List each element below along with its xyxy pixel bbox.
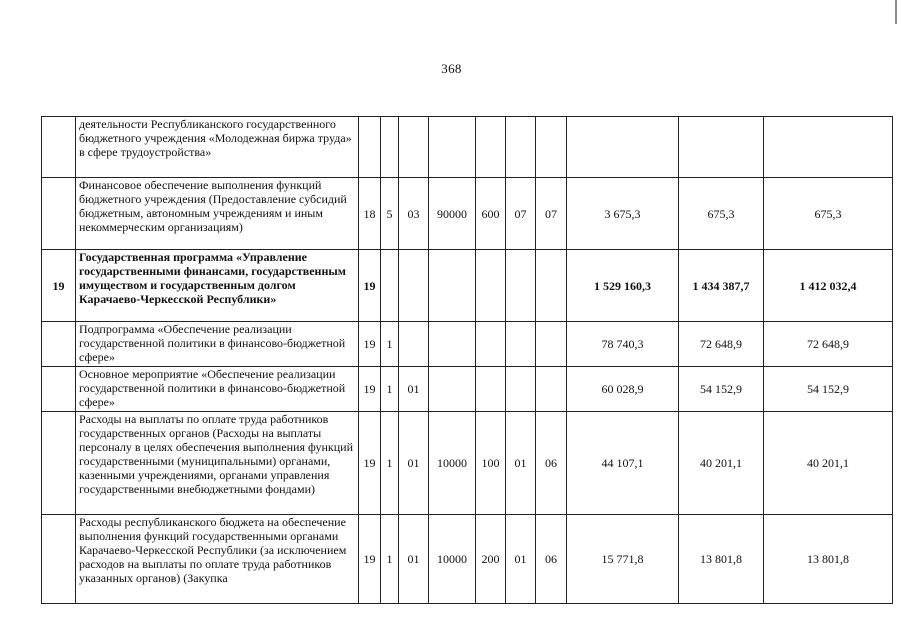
- code-cell: 01: [399, 367, 429, 412]
- code-cell: [536, 117, 567, 178]
- code-cell: [399, 117, 429, 178]
- row-number-cell: [42, 515, 76, 604]
- code-cell: 200: [476, 515, 506, 604]
- scan-edge-mark: [895, 0, 897, 24]
- budget-table: [41, 116, 893, 604]
- code-cell: [506, 367, 536, 412]
- code-cell: [506, 117, 536, 178]
- amount-cell: [764, 117, 893, 178]
- amount-cell: [679, 117, 764, 178]
- code-cell: [476, 322, 506, 367]
- amount-cell: 60 028,9: [567, 367, 679, 412]
- code-cell: [536, 367, 567, 412]
- code-cell: 19: [359, 412, 381, 515]
- row-number-cell: 19: [42, 250, 76, 322]
- amount-cell: 54 152,9: [764, 367, 893, 412]
- table-row: [42, 322, 893, 367]
- row-name-cell: Подпрограмма «Обеспечение реализации государственной политики в финансово-бюджетной сфере»: [76, 322, 359, 367]
- code-cell: 1: [381, 515, 399, 604]
- row-number-cell: [42, 322, 76, 367]
- code-cell: 01: [399, 515, 429, 604]
- table-row: [42, 117, 893, 178]
- code-cell: 90000: [429, 178, 476, 250]
- code-cell: [359, 117, 381, 178]
- row-name-cell: Основное мероприятие «Обеспечение реализации государственной политики в финансово-бюджетной сфере»: [76, 367, 359, 412]
- row-number-cell: [42, 117, 76, 178]
- code-cell: [476, 117, 506, 178]
- code-cell: 600: [476, 178, 506, 250]
- amount-cell: 78 740,3: [567, 322, 679, 367]
- amount-cell: 13 801,8: [679, 515, 764, 604]
- code-cell: 5: [381, 178, 399, 250]
- code-cell: 07: [506, 178, 536, 250]
- table-row: [42, 367, 893, 412]
- amount-cell: 44 107,1: [567, 412, 679, 515]
- code-cell: [399, 250, 429, 322]
- code-cell: 03: [399, 178, 429, 250]
- amount-cell: 1 529 160,3: [567, 250, 679, 322]
- code-cell: [536, 322, 567, 367]
- code-cell: 06: [536, 412, 567, 515]
- row-name-cell: Расходы республиканского бюджета на обеспечение выполнения функций государственными органами Карачаево-Черкесской Республики (за исключением расходов на выплаты по оплате труда работников указанных органов) (Закупка: [76, 515, 359, 604]
- amount-cell: 54 152,9: [679, 367, 764, 412]
- amount-cell: 675,3: [764, 178, 893, 250]
- code-cell: 01: [506, 412, 536, 515]
- code-cell: [381, 117, 399, 178]
- amount-cell: 72 648,9: [764, 322, 893, 367]
- code-cell: 18: [359, 178, 381, 250]
- code-cell: [476, 250, 506, 322]
- table-row: [42, 250, 893, 322]
- code-cell: [536, 250, 567, 322]
- amount-cell: 40 201,1: [764, 412, 893, 515]
- amount-cell: 675,3: [679, 178, 764, 250]
- row-name-cell: Финансовое обеспечение выполнения функций бюджетного учреждения (Предоставление субсидий бюджетным, автономным учреждениям и иным некоммерческим организациям): [76, 178, 359, 250]
- code-cell: 19: [359, 515, 381, 604]
- code-cell: [506, 250, 536, 322]
- code-cell: 10000: [429, 412, 476, 515]
- code-cell: [429, 250, 476, 322]
- code-cell: [429, 322, 476, 367]
- code-cell: 19: [359, 322, 381, 367]
- code-cell: 01: [399, 412, 429, 515]
- row-number-cell: [42, 178, 76, 250]
- row-name-cell: Расходы на выплаты по оплате труда работников государственных органов (Расходы на выплаты персоналу в целях обеспечения выполнения функций государственными (муниципальными) органами, казенными учреждениями, органами управления государственными внебюджетными фондами): [76, 412, 359, 515]
- amount-cell: 13 801,8: [764, 515, 893, 604]
- code-cell: [429, 117, 476, 178]
- amount-cell: [567, 117, 679, 178]
- amount-cell: 1 412 032,4: [764, 250, 893, 322]
- code-cell: 100: [476, 412, 506, 515]
- code-cell: [506, 322, 536, 367]
- amount-cell: 40 201,1: [679, 412, 764, 515]
- row-number-cell: [42, 367, 76, 412]
- code-cell: 19: [359, 250, 381, 322]
- code-cell: [429, 367, 476, 412]
- code-cell: 1: [381, 412, 399, 515]
- table-row: [42, 515, 893, 604]
- code-cell: 1: [381, 322, 399, 367]
- code-cell: [399, 322, 429, 367]
- code-cell: 19: [359, 367, 381, 412]
- code-cell: 07: [536, 178, 567, 250]
- amount-cell: 72 648,9: [679, 322, 764, 367]
- page-number: 368: [441, 61, 462, 76]
- code-cell: 01: [506, 515, 536, 604]
- row-name-cell: деятельности Республиканского государственного бюджетного учреждения «Молодежная биржа труда» в сфере трудоустройства»: [76, 117, 359, 178]
- row-name-cell: Государственная программа «Управление государственными финансами, государственным имуществом и государственным долгом Карачаево-Черкесской Республики»: [76, 250, 359, 322]
- amount-cell: 1 434 387,7: [679, 250, 764, 322]
- amount-cell: 3 675,3: [567, 178, 679, 250]
- amount-cell: 15 771,8: [567, 515, 679, 604]
- row-number-cell: [42, 412, 76, 515]
- code-cell: 1: [381, 367, 399, 412]
- code-cell: [476, 367, 506, 412]
- code-cell: 06: [536, 515, 567, 604]
- table-row: [42, 412, 893, 515]
- code-cell: 10000: [429, 515, 476, 604]
- code-cell: [381, 250, 399, 322]
- table-row: [42, 178, 893, 250]
